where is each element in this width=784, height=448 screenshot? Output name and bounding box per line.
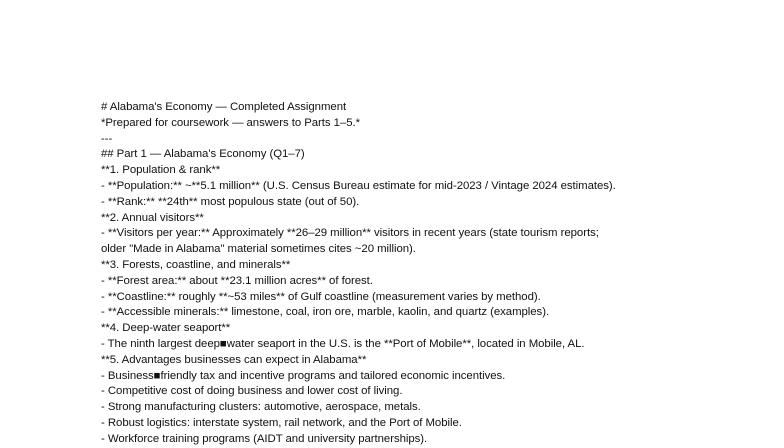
q2-visitors-cont: older "Made in Alabama" material sometimes cites ~20 million).: [101, 243, 416, 256]
doc-title: # Alabama's Economy — Completed Assignment: [101, 101, 347, 113]
q4-heading: **4. Deep-water seaport**: [101, 322, 231, 335]
doc-subtitle: *Prepared for coursework — answers to Parts 1–5.*: [101, 116, 361, 129]
q5-item-cost: - Competitive cost of doing business and lower cost of living.: [101, 385, 403, 398]
q5-heading: **5. Advantages businesses can expect in Alabama**: [101, 353, 367, 366]
q4-seaport: - The ninth largest deep■water seaport in the U.S. is the **Port of Mobile**, located in Mobile, AL.: [101, 337, 585, 350]
q1-population: - **Population:** ~**5.1 million** (U.S. Census Bureau estimate for mid-2023 / Vintage 2024 estimates).: [101, 179, 616, 192]
q5-item-tax: - Business■friendly tax and incentive programs and tailored economic incentives.: [101, 369, 506, 382]
part-1-heading: ## Part 1 — Alabama's Economy (Q1–7): [101, 148, 305, 161]
q2-visitors: - **Visitors per year:** Approximately **26–29 million** visitors in recent years (state tourism reports;: [101, 227, 599, 240]
q3-minerals: - **Accessible minerals:** limestone, coal, iron ore, marble, kaolin, and quartz (examples).: [101, 306, 550, 319]
q2-heading: **2. Annual visitors**: [101, 211, 204, 224]
q3-heading: **3. Forests, coastline, and minerals**: [101, 258, 291, 271]
q5-item-manufacturing: - Strong manufacturing clusters: automotive, aerospace, metals.: [101, 401, 421, 414]
doc-separator: ---: [101, 132, 113, 145]
q5-item-workforce: - Workforce training programs (AIDT and university partnerships).: [101, 432, 428, 445]
q3-forest: - **Forest area:** about **23.1 million acres** of forest.: [101, 274, 373, 287]
q1-rank: - **Rank:** **24th** most populous state (out of 50).: [101, 195, 360, 208]
q3-coastline: - **Coastline:** roughly **~53 miles** of Gulf coastline (measurement varies by method).: [101, 290, 541, 303]
q5-item-logistics: - Robust logistics: interstate system, rail network, and the Port of Mobile.: [101, 416, 462, 429]
document-text: [101, 100, 771, 448]
q1-heading: **1. Population & rank**: [101, 164, 221, 177]
